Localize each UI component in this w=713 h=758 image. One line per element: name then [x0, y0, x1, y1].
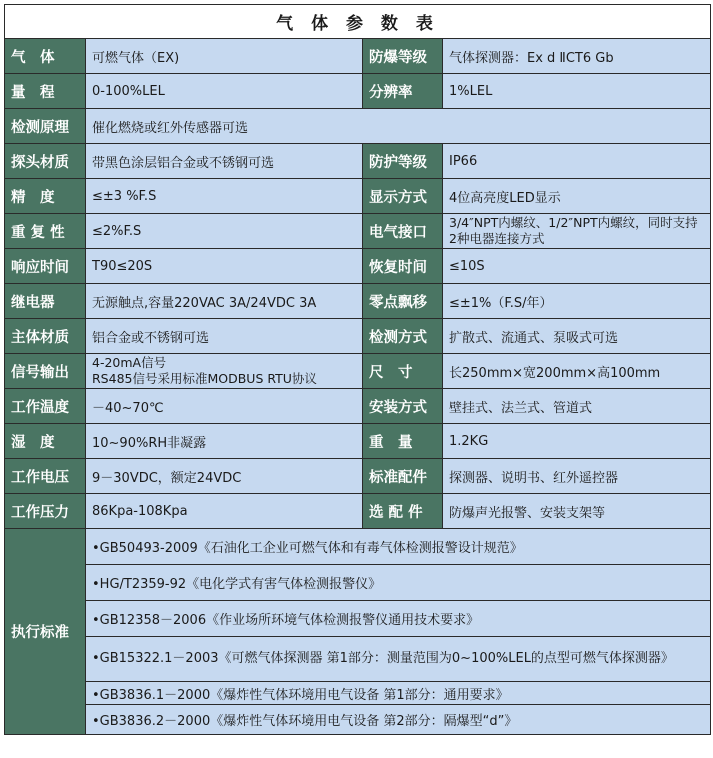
- param-label: 防护等级: [363, 144, 443, 179]
- standard-row: [5, 682, 711, 705]
- standard-item: •GB50493-2009《石油化工企业可燃气体和有毒气体检测报警设计规范》: [86, 529, 711, 565]
- standards-label: 执行标准: [5, 529, 86, 735]
- param-label: 标准配件: [363, 459, 443, 494]
- param-value: ≤±3 %F.S: [86, 179, 363, 214]
- standard-row: [5, 601, 711, 637]
- param-label: 探头材质: [5, 144, 86, 179]
- standard-item: •GB3836.2－2000《爆炸性气体环境用电气设备 第2部分：隔爆型“d”》: [86, 705, 711, 735]
- table-row: [5, 179, 711, 214]
- table-row: [5, 494, 711, 529]
- param-label: 选 配 件: [363, 494, 443, 529]
- table-row: [5, 249, 711, 284]
- standard-item: •GB15322.1－2003《可燃气体探测器 第1部分：测量范围为0~100%LEL的点型可燃气体探测器》: [86, 637, 711, 682]
- table-row: [5, 214, 711, 249]
- param-label: 精 度: [5, 179, 86, 214]
- param-label: 主体材质: [5, 319, 86, 354]
- param-value: 壁挂式、法兰式、管道式: [443, 389, 711, 424]
- param-value: 铝合金或不锈钢可选: [86, 319, 363, 354]
- param-label: 信号输出: [5, 354, 86, 389]
- table-row: [5, 284, 711, 319]
- param-value: 扩散式、流通式、泵吸式可选: [443, 319, 711, 354]
- param-value: 探测器、说明书、红外遥控器: [443, 459, 711, 494]
- param-value: 1%LEL: [443, 74, 711, 109]
- param-label: 电气接口: [363, 214, 443, 249]
- param-value: ≤10S: [443, 249, 711, 284]
- standard-item: •GB3836.1－2000《爆炸性气体环境用电气设备 第1部分：通用要求》: [86, 682, 711, 705]
- table-row: [5, 144, 711, 179]
- param-value: T90≤20S: [86, 249, 363, 284]
- param-value: ≤2%F.S: [86, 214, 363, 249]
- param-label: 重 量: [363, 424, 443, 459]
- table-row: [5, 459, 711, 494]
- param-value: 10~90%RH非凝露: [86, 424, 363, 459]
- param-label: 量 程: [5, 74, 86, 109]
- standard-row: [5, 637, 711, 682]
- param-value: 无源触点,容量220VAC 3A/24VDC 3A: [86, 284, 363, 319]
- table-row: [5, 354, 711, 389]
- param-value: 防爆声光报警、安装支架等: [443, 494, 711, 529]
- param-value: [86, 354, 363, 389]
- standard-row: [5, 705, 711, 735]
- param-value: 催化燃烧或红外传感器可选: [86, 109, 711, 144]
- parameter-rows: [5, 39, 711, 529]
- param-value: 长250mm×宽200mm×高100mm: [443, 354, 711, 389]
- standard-row: [5, 565, 711, 601]
- param-value-line: RS485信号采用标准MODBUS RTU协议: [92, 371, 317, 386]
- param-value: 气体探测器：Ex d ⅡCT6 Gb: [443, 39, 711, 74]
- param-value: 可燃气体（EX): [86, 39, 363, 74]
- param-label: 零点飘移: [363, 284, 443, 319]
- param-value: －40~70℃: [86, 389, 363, 424]
- param-label: 继电器: [5, 284, 86, 319]
- param-label: 检测原理: [5, 109, 86, 144]
- param-label: 检测方式: [363, 319, 443, 354]
- param-label: 显示方式: [363, 179, 443, 214]
- standards-rows: [5, 529, 711, 735]
- param-value: 9－30VDC，额定24VDC: [86, 459, 363, 494]
- table-title: 气 体 参 数 表: [5, 5, 711, 39]
- gas-parameter-table: [4, 4, 711, 735]
- param-value: ≤±1%（F.S/年）: [443, 284, 711, 319]
- standard-row: [5, 529, 711, 565]
- param-label: 防爆等级: [363, 39, 443, 74]
- param-label: 分辨率: [363, 74, 443, 109]
- table-row: [5, 389, 711, 424]
- param-label: 尺 寸: [363, 354, 443, 389]
- param-label: 工作温度: [5, 389, 86, 424]
- title-row: [5, 5, 711, 39]
- standard-item: •GB12358－2006《作业场所环境气体检测报警仪通用技术要求》: [86, 601, 711, 637]
- param-label: 气 体: [5, 39, 86, 74]
- param-value-line: 4-20mA信号: [92, 355, 167, 370]
- param-label: 响应时间: [5, 249, 86, 284]
- param-label: 工作电压: [5, 459, 86, 494]
- table-row: [5, 74, 711, 109]
- table-row: [5, 39, 711, 74]
- standard-item: •HG/T2359-92《电化学式有害气体检测报警仪》: [86, 565, 711, 601]
- param-value: 1.2KG: [443, 424, 711, 459]
- param-value: 86Kpa-108Kpa: [86, 494, 363, 529]
- param-value: IP66: [443, 144, 711, 179]
- param-value: 0-100%LEL: [86, 74, 363, 109]
- param-value: 3/4″NPT内螺纹、1/2″NPT内螺纹，同时支持2种电器连接方式: [443, 214, 711, 249]
- param-label: 安装方式: [363, 389, 443, 424]
- param-label: 工作压力: [5, 494, 86, 529]
- param-label: 湿 度: [5, 424, 86, 459]
- table-row: [5, 319, 711, 354]
- param-value: 4位高亮度LED显示: [443, 179, 711, 214]
- param-value: 带黑色涂层铝合金或不锈钢可选: [86, 144, 363, 179]
- param-label: 恢复时间: [363, 249, 443, 284]
- param-label: 重 复 性: [5, 214, 86, 249]
- table-row: [5, 424, 711, 459]
- table-row: [5, 109, 711, 144]
